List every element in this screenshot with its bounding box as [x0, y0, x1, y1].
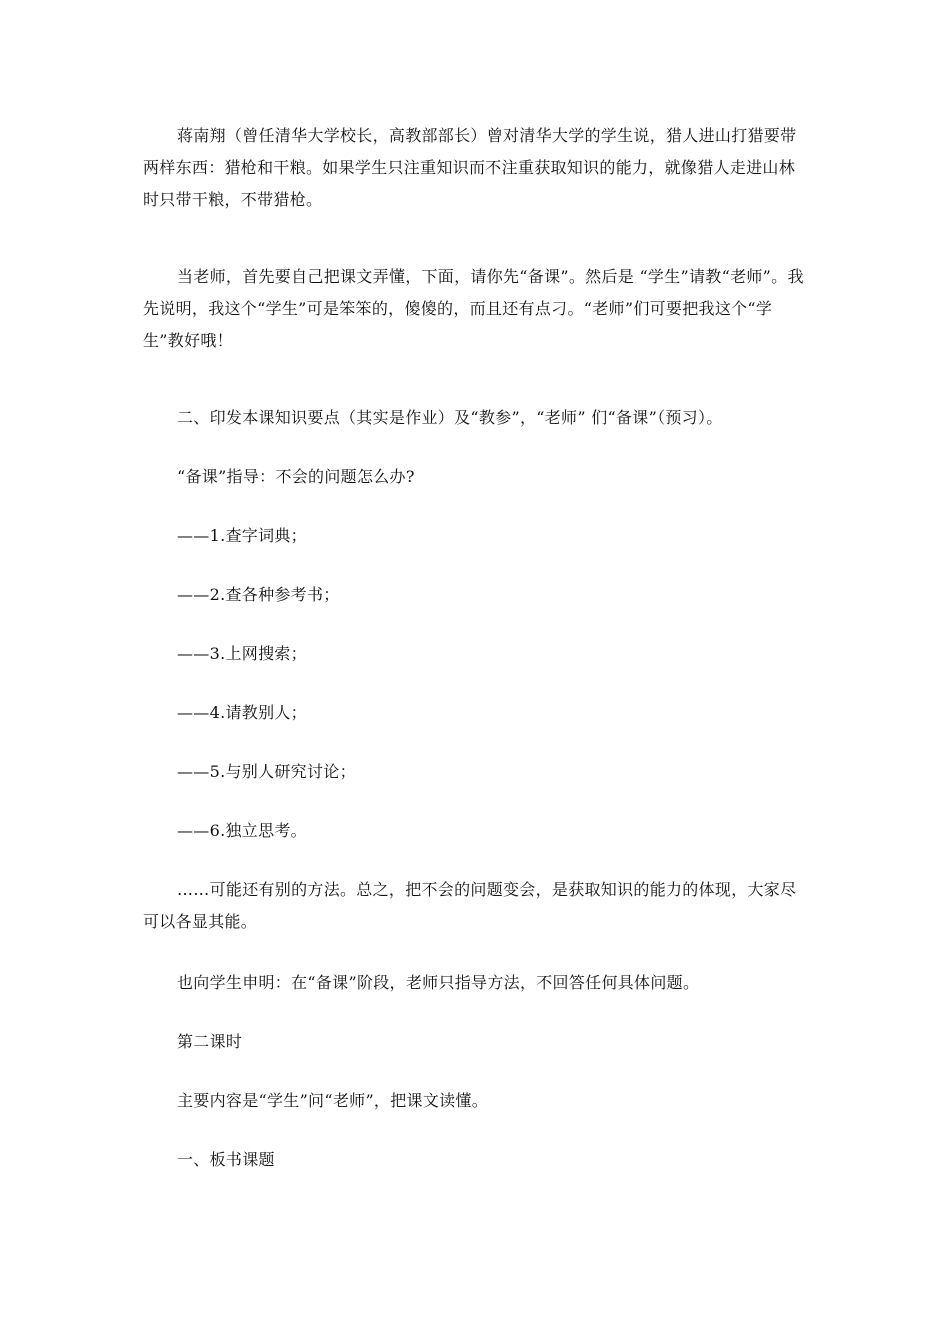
- paragraph-intro: 蒋南翔（曾任清华大学校长，高教部部长）曾对清华大学的学生说，猎人进山打猎要带两样东西：猎枪和干粮。如果学生只注重知识而不注重获取知识的能力，就像猎人走进山林时只带干粮，不带猎枪。: [143, 126, 797, 209]
- paragraph-summary: ……可能还有别的方法。总之，把不会的问题变会，是获取知识的能力的体现，大家尽可以各显其能。: [143, 880, 797, 931]
- section-heading-handout: 二、印发本课知识要点（其实是作业）及“教参”，“老师” 们“备课”（预习）。: [177, 408, 723, 427]
- main-content-line: 主要内容是“学生”问“老师”，把课文读懂。: [177, 1091, 489, 1110]
- guidance-question: “备课”指导：不会的问题怎么办?: [177, 467, 415, 486]
- method-item-2: ——2.查各种参考书；: [177, 585, 340, 604]
- paragraph-teacher: 当老师，首先要自己把课文弄懂，下面，请你先“备课”。然后是 “学生”请教“老师”。我先说明，我这个“学生”可是笨笨的，傻傻的，而且还有点刁。“老师”们可要把我这个“学生”教好哦！: [143, 267, 804, 350]
- statement-line: 也向学生申明：在“备课”阶段，老师只指导方法，不回答任何具体问题。: [177, 973, 700, 992]
- method-item-5: ——5.与别人研究讨论；: [177, 762, 356, 781]
- method-item-6: ——6.独立思考。: [177, 821, 307, 840]
- method-item-1: ——1.查字词典；: [177, 526, 307, 545]
- method-item-4: ——4.请教别人；: [177, 703, 307, 722]
- method-item-3: ——3.上网搜索；: [177, 644, 307, 663]
- second-lesson-heading: 第二课时: [177, 1032, 243, 1051]
- board-title-heading: 一、板书课题: [177, 1150, 275, 1169]
